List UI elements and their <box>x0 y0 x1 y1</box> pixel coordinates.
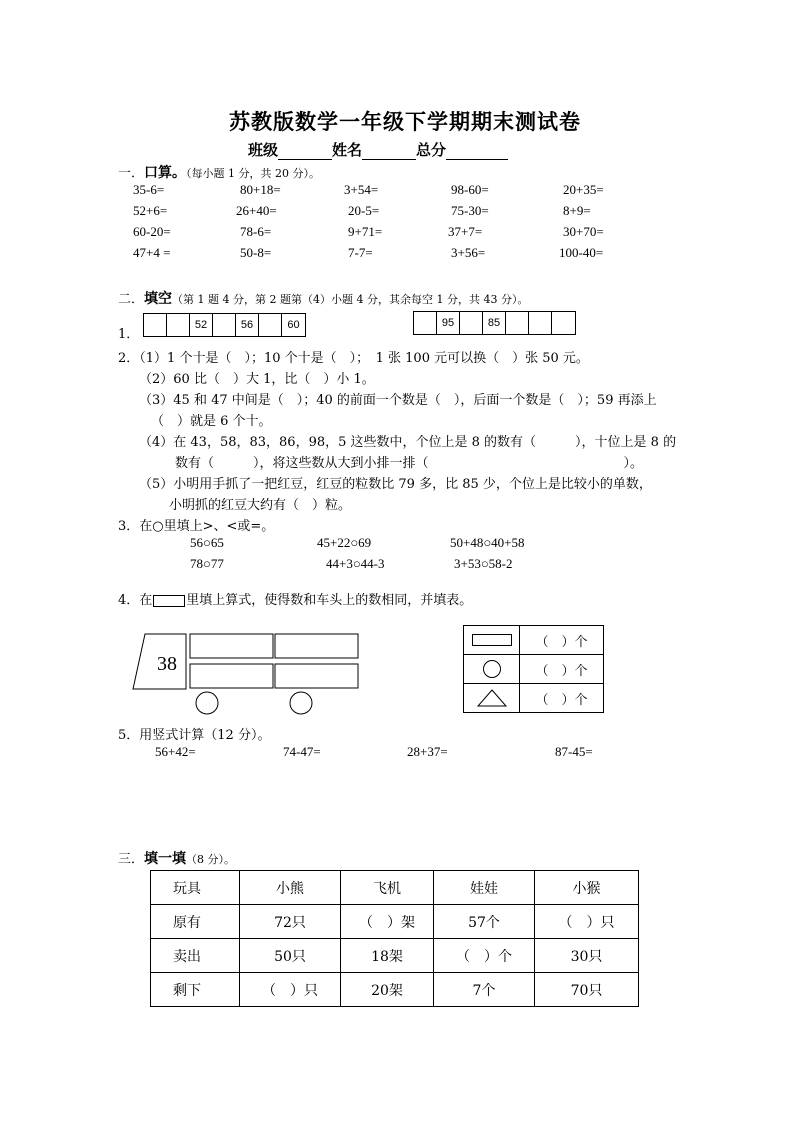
q2-line-3: （3）45 和 47 中间是（ ）；40 的前面一个数是（ ），后面一个数是（ ）；59 再添上 <box>139 393 657 408</box>
calc-item: 9+71= <box>348 224 383 239</box>
truck-box-top-left[interactable] <box>190 634 273 658</box>
sequence-cell[interactable] <box>460 312 483 334</box>
calc-item: 100-40= <box>559 245 604 260</box>
q2-line-5: （4）在 43，58，83，86，98，5 这些数中，个位上是 8 的数有（ ），十位上是 8 的 <box>139 435 677 450</box>
calc-item: 30+70= <box>563 224 604 239</box>
table-row <box>464 684 604 713</box>
compare-item: 45+22○69 <box>317 535 372 550</box>
table-cell: 30只 <box>535 939 639 973</box>
calc-item: 37+7= <box>448 224 483 239</box>
count-answer-cell[interactable]: （ ）个 <box>520 626 604 655</box>
sequence-cell: 60 <box>287 319 300 331</box>
sequence-cell[interactable] <box>144 314 167 336</box>
calc-item: 47+4 = <box>133 245 171 260</box>
table-cell: 50只 <box>240 939 341 973</box>
table-cell-blank[interactable]: （ ）只 <box>240 973 341 1007</box>
section2-number: 二． <box>118 292 145 307</box>
column-header: 玩具 <box>151 871 240 905</box>
section2-heading <box>118 288 528 308</box>
column-header: 小熊 <box>240 871 341 905</box>
table-cell-blank[interactable]: （ ）个 <box>434 939 535 973</box>
compare-item: 56○65 <box>190 535 224 550</box>
sequence-cell[interactable] <box>552 312 575 334</box>
vertical-calc-item: 74-47= <box>283 744 321 759</box>
compare-item: 50+48○40+58 <box>450 535 525 550</box>
calc-item: 7-7= <box>348 245 373 260</box>
truck-box-bottom-right[interactable] <box>275 664 358 688</box>
student-info-line <box>248 139 508 160</box>
truck-wheel-front <box>196 692 218 714</box>
row-header: 卖出 <box>151 939 240 973</box>
calc-item: 8+9= <box>563 203 591 218</box>
section3-number: 三． <box>118 852 145 867</box>
calc-item: 98-60= <box>451 182 489 197</box>
calc-item: 60-20= <box>133 224 171 239</box>
question5-label: 5．用竖式计算（12 分）。 <box>118 728 271 743</box>
calc-item: 80+18= <box>240 182 281 197</box>
table-cell: 57个 <box>434 905 535 939</box>
row-header: 剩下 <box>151 973 240 1007</box>
table-row <box>464 655 604 684</box>
sequence-cell: 95 <box>437 312 460 334</box>
number-sequence-2 <box>413 311 576 335</box>
calc-item: 50-8= <box>240 245 272 260</box>
compare-item: 44+3○44-3 <box>326 556 385 571</box>
sequence-cell[interactable] <box>259 314 282 336</box>
truck-box-bottom-left[interactable] <box>190 664 273 688</box>
compare-item: 78○77 <box>190 556 224 571</box>
question3-label: 3．在○里填上>、<或=。 <box>118 519 275 534</box>
question4-label <box>118 589 472 608</box>
q4-label-post: 里填上算式，使得数和车头上的数相同，并填表。 <box>186 593 473 608</box>
section1-heading <box>118 162 320 182</box>
sequence-cell[interactable] <box>414 312 437 334</box>
section3-note: （8 分）。 <box>186 853 236 866</box>
vertical-calc-item: 87-45= <box>555 744 593 759</box>
sequence-cell[interactable] <box>529 312 552 334</box>
calc-item: 35-6= <box>133 182 165 197</box>
calc-item: 75-30= <box>451 203 489 218</box>
total-blank[interactable] <box>446 145 508 160</box>
circle-icon <box>483 660 501 678</box>
sequence-cell[interactable] <box>167 314 190 336</box>
table-cell-blank[interactable]: （ ）架 <box>341 905 434 939</box>
q2-line-1: 2．（1）1 个十是（ ）；10 个十是（ ）； 1 张 100 元可以换（ ）张 50 元。 <box>118 351 589 366</box>
table-row <box>464 626 604 655</box>
sequence-cell: 56 <box>236 314 259 336</box>
shape-count-table <box>463 625 604 713</box>
q2-line-2: （2）60 比（ ）大 1，比（ ）小 1。 <box>139 372 375 387</box>
sequence-cell: 85 <box>483 312 506 334</box>
section2-note: （第 1 题 4 分，第 2 题第（4）小题 4 分，其余每空 1 分，共 43 分）。 <box>172 293 529 306</box>
calc-item: 20+35= <box>563 182 604 197</box>
triangle-icon <box>476 688 508 708</box>
truck-wheel-rear <box>290 692 312 714</box>
calc-item: 20-5= <box>348 203 380 218</box>
sequence-cell[interactable] <box>213 314 236 336</box>
column-header: 小猴 <box>535 871 639 905</box>
name-blank[interactable] <box>362 145 416 160</box>
vertical-calc-item: 28+37= <box>407 744 448 759</box>
table-cell-blank[interactable]: （ ）只 <box>535 905 639 939</box>
table-cell: 7个 <box>434 973 535 1007</box>
q2-line-8: 小明抓的红豆大约有（ ）粒。 <box>169 498 352 513</box>
number-sequence-1 <box>143 313 306 337</box>
name-label: 姓名 <box>332 141 363 159</box>
blank-rectangle-icon <box>153 595 185 607</box>
truck-cab-number: 38 <box>157 653 177 675</box>
section1-note: （每小题 1 分，共 20 分）。 <box>186 167 320 180</box>
table-row <box>151 973 639 1007</box>
table-header-row <box>151 871 639 905</box>
calc-item: 78-6= <box>240 224 272 239</box>
column-header: 飞机 <box>341 871 434 905</box>
section3-heading <box>118 848 235 868</box>
class-label: 班级 <box>248 141 279 159</box>
q2-line-4: （ ）就是 6 个十。 <box>151 414 272 429</box>
q2-line-6: 数有（ ），将这些数从大到小排一排（ ）。 <box>175 456 644 471</box>
total-label: 总分 <box>416 141 447 159</box>
section3-name: 填一填 <box>144 851 187 867</box>
question1-label: 1． <box>118 327 140 342</box>
table-row <box>151 939 639 973</box>
section2-name: 填空 <box>144 291 173 307</box>
table-cell: 72只 <box>240 905 341 939</box>
row-header: 原有 <box>151 905 240 939</box>
table-cell <box>464 684 520 713</box>
table-cell <box>464 655 520 684</box>
table-row <box>151 905 639 939</box>
table-cell: 70只 <box>535 973 639 1007</box>
q4-label-pre: 4．在 <box>118 593 153 608</box>
section1-number: 一． <box>118 166 145 181</box>
sequence-cell[interactable] <box>506 312 529 334</box>
column-header: 娃娃 <box>434 871 535 905</box>
calc-item: 3+56= <box>451 245 486 260</box>
table-cell <box>464 626 520 655</box>
calc-item: 52+6= <box>133 203 168 218</box>
compare-item: 3+53○58-2 <box>454 556 513 571</box>
q2-line-7: （5）小明用手抓了一把红豆，红豆的粒数比 79 多，比 85 少，个位上是比较小的单数， <box>139 477 652 492</box>
sequence-cell: 52 <box>190 314 213 336</box>
table-cell: 18架 <box>341 939 434 973</box>
calc-item: 3+54= <box>344 182 379 197</box>
page-title: 苏教版数学一年级下学期期末测试卷 <box>229 109 581 134</box>
rectangle-icon <box>472 634 512 646</box>
section1-name: 口算。 <box>144 165 187 181</box>
count-answer-cell[interactable]: （ ）个 <box>520 655 604 684</box>
truck-box-top-right[interactable] <box>275 634 358 658</box>
calc-item: 26+40= <box>236 203 277 218</box>
vertical-calc-item: 56+42= <box>155 744 196 759</box>
table-cell: 20架 <box>341 973 434 1007</box>
class-blank[interactable] <box>278 145 332 160</box>
toy-inventory-table <box>150 870 639 1007</box>
count-answer-cell[interactable]: （ ）个 <box>520 684 604 713</box>
